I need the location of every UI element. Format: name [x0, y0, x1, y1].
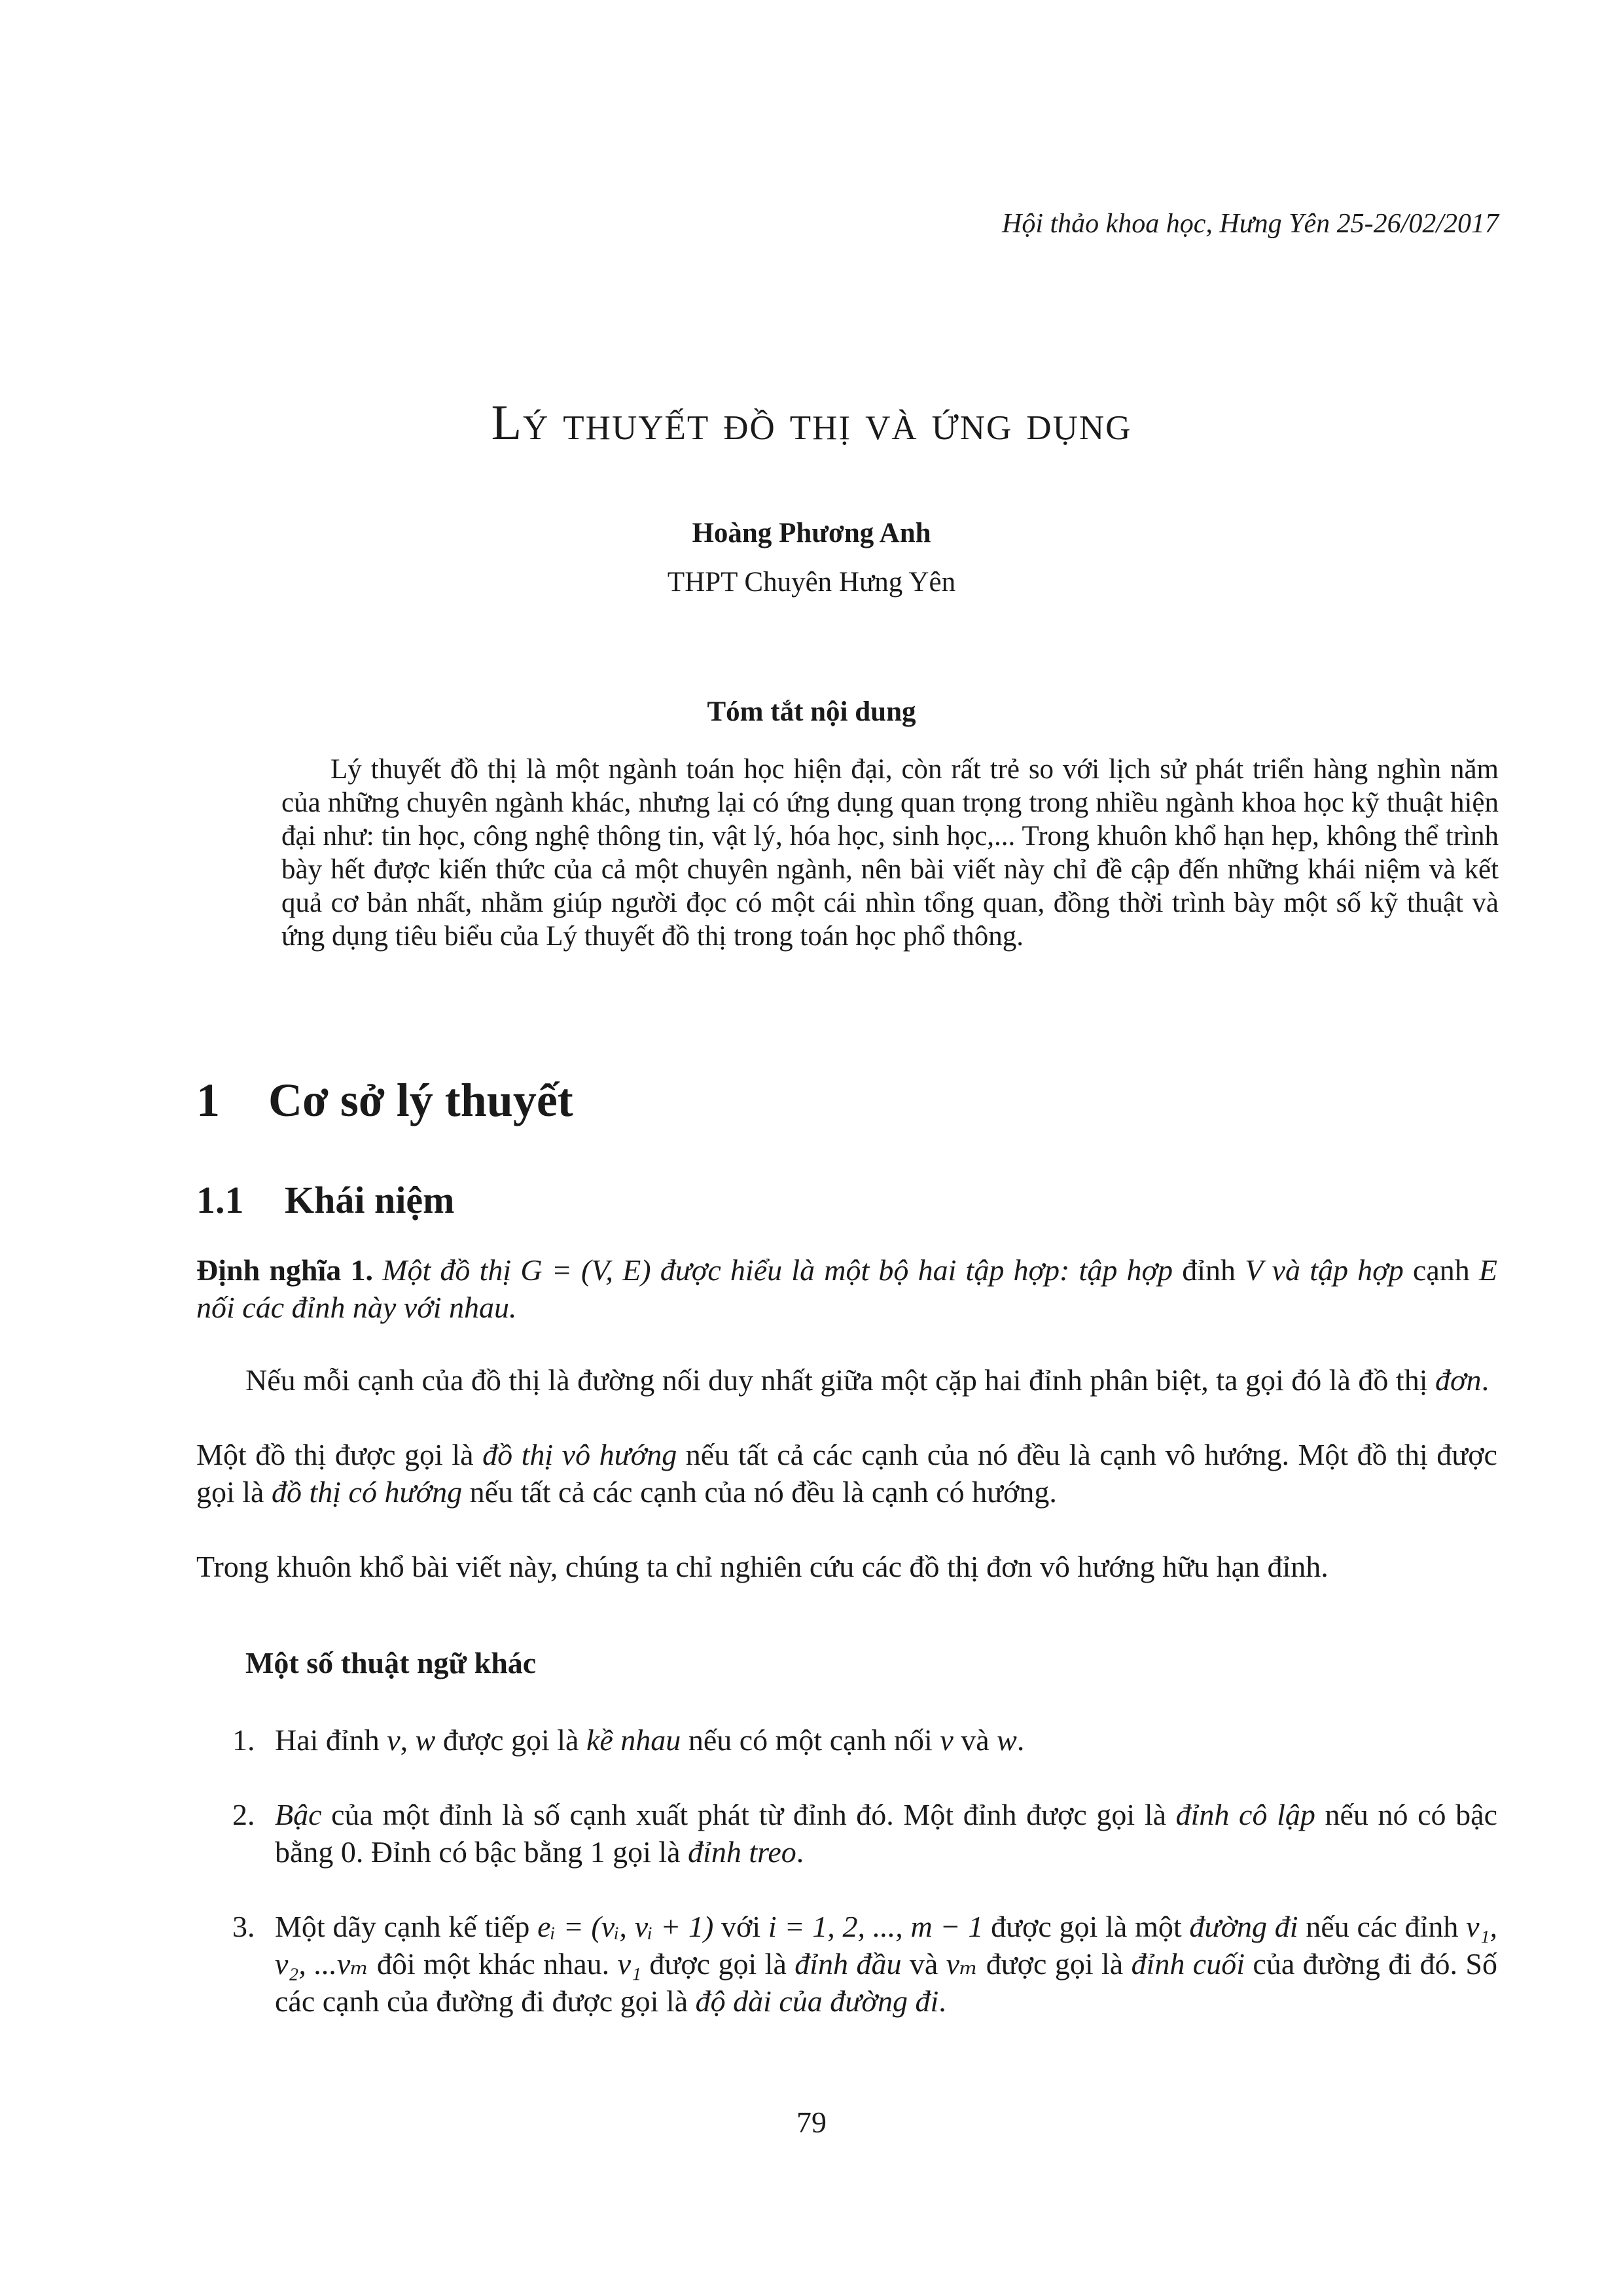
- text-run: nếu có một cạnh nối: [681, 1723, 940, 1757]
- text-run: Hai đỉnh: [275, 1723, 387, 1757]
- math-expr: eᵢ = (vᵢ, vᵢ + 1): [537, 1910, 714, 1943]
- section-title: Cơ sở lý thuyết: [268, 1074, 573, 1126]
- math-var: v: [387, 1723, 401, 1757]
- list-number: 3.: [232, 1910, 255, 1943]
- abstract-text: Lý thuyết đồ thị là một ngành toán học hiện đại, còn rất trẻ so với lịch sử phát triển hàng nghìn năm của những chuyên ngành khác, nhưng lại có ứng dụng quan trọng trong nhiều ngành khoa học kỹ thuật hiện đại như: tin học, công nghệ thông tin, vật lý, hóa học, sinh học,... Trong khuôn khổ hạn hẹp, không thể trình bày hết được kiến thức của cả một chuyên ngành, nên bài viết này chỉ đề cập đến những khái niệm và kết quả cơ bản nhất, nhằm giúp người đọc có một cái nhìn tổng quan, đồng thời trình bày một số kỹ thuật và ứng dụng tiêu biểu của Lý thuyết đồ thị trong toán học phổ thông.: [281, 754, 1499, 952]
- paper-title: [0, 395, 1623, 452]
- text-run: nếu nó có bậc bằng 0. Đỉnh có bậc bằng 1 gọi là: [275, 1798, 1498, 1869]
- emphasis: Bậc: [275, 1798, 322, 1831]
- abstract-heading: Tóm tắt nội dung: [707, 696, 916, 727]
- running-head: Hội thảo khoa học, Hưng Yên 25-26/02/2017: [1001, 209, 1499, 239]
- text-run: được gọi là: [978, 1947, 1132, 1981]
- paragraph-directed: [196, 1436, 1497, 1511]
- text-run: Một đồ thị được gọi là: [196, 1438, 483, 1471]
- emphasis: kề nhau: [586, 1723, 681, 1757]
- math-var: v: [940, 1723, 954, 1757]
- author-name: Hoàng Phương Anh: [692, 518, 931, 548]
- section-number: 1: [196, 1074, 220, 1126]
- emphasis: đỉnh đầu: [794, 1947, 902, 1981]
- math-expr: i = 1, 2, ..., m − 1: [768, 1910, 984, 1943]
- text-run: nếu tất cả các cạnh của nó đều là cạnh vô hướng. Một đồ thị được gọi là: [196, 1438, 1497, 1509]
- definition-term: cạnh: [1412, 1253, 1470, 1287]
- subsection-title: Khái niệm: [285, 1179, 455, 1221]
- emphasis: đơn: [1435, 1363, 1482, 1397]
- text-run: đôi một khác nhau.: [368, 1947, 618, 1981]
- text-run: .: [1016, 1723, 1025, 1757]
- text-run: Nếu mỗi cạnh của đồ thị là đường nối duy nhất giữa một cặp hai đỉnh phân biệt, ta gọi đó là đồ thị: [245, 1363, 1435, 1397]
- text-run: nếu các đỉnh: [1298, 1910, 1467, 1943]
- definition-part: được hiểu là một bộ hai tập hợp: tập hợp: [651, 1253, 1183, 1287]
- text-run: .: [938, 1984, 946, 2018]
- subsection-number: 1.1: [196, 1179, 244, 1221]
- math-var: w: [997, 1723, 1017, 1757]
- definition-part: Một đồ thị: [382, 1253, 521, 1287]
- list-number: 1.: [232, 1723, 255, 1757]
- author-affiliation: THPT Chuyên Hưng Yên: [667, 567, 956, 598]
- definition-label: Định nghĩa 1.: [196, 1253, 373, 1287]
- emphasis: đỉnh cô lập: [1175, 1798, 1315, 1831]
- text-run: .: [796, 1835, 804, 1869]
- list-item: [232, 1796, 1497, 1871]
- text-run: ,: [400, 1723, 416, 1757]
- text-run: của một đỉnh là số cạnh xuất phát từ đỉnh đó. Một đỉnh được gọi là: [321, 1798, 1176, 1831]
- text-run: với: [713, 1910, 768, 1943]
- title-initial: L: [491, 395, 524, 450]
- text-run: được gọi là: [435, 1723, 586, 1757]
- text-run: và: [901, 1947, 946, 1981]
- emphasis: đường đi: [1189, 1910, 1298, 1943]
- list-item: [232, 1721, 1497, 1759]
- title-rest: ý thuyết đồ thị và ứng dụng: [523, 395, 1132, 450]
- list-text: [275, 1721, 1497, 1759]
- text-run: được gọi là một: [983, 1910, 1190, 1943]
- paragraph-scope: Trong khuôn khổ bài viết này, chúng ta chỉ nghiên cứu các đồ thị đơn vô hướng hữu hạn đỉnh.: [196, 1550, 1329, 1583]
- text-run: của đường đi đó. Số các cạnh của đường đi được gọi là: [275, 1947, 1497, 2018]
- definition-1: [196, 1251, 1497, 1326]
- math-expr: v₁: [617, 1947, 641, 1981]
- text-run: được gọi là: [641, 1947, 795, 1981]
- emphasis: đỉnh cuối: [1131, 1947, 1245, 1981]
- page-number: 79: [796, 2106, 827, 2139]
- math-var: w: [415, 1723, 436, 1757]
- list-text: [275, 1908, 1497, 2020]
- list-number: 2.: [232, 1798, 255, 1831]
- definition-part: E nối các đỉnh này với nhau.: [196, 1253, 1498, 1324]
- math-expr: v₁, v₂, ...vₘ: [275, 1910, 1498, 1981]
- definition-term: đỉnh: [1182, 1253, 1236, 1287]
- emphasis: đồ thị có hướng: [271, 1475, 463, 1509]
- emphasis: đỉnh treo: [688, 1835, 796, 1869]
- emphasis: độ dài của đường đi: [695, 1984, 939, 2018]
- math-expr: vₘ: [946, 1947, 978, 1981]
- list-text: [275, 1796, 1497, 1871]
- text-run: Một dãy cạnh kế tiếp: [275, 1910, 538, 1943]
- definition-math: G = (V, E): [520, 1253, 651, 1287]
- emphasis: đồ thị vô hướng: [482, 1438, 677, 1471]
- list-item: [232, 1908, 1497, 2020]
- subsection-heading: [196, 1178, 454, 1222]
- text-run: và: [953, 1723, 997, 1757]
- section-heading: [196, 1073, 573, 1128]
- text-run: nếu tất cả các cạnh của nó đều là cạnh có hướng.: [462, 1475, 1057, 1509]
- definition-part: V và tập hợp: [1236, 1253, 1413, 1287]
- text-run: .: [1481, 1363, 1489, 1397]
- terms-heading: Một số thuật ngữ khác: [245, 1646, 537, 1679]
- definition-text: [382, 1253, 1182, 1287]
- paragraph-simple-graph: [196, 1361, 1497, 1399]
